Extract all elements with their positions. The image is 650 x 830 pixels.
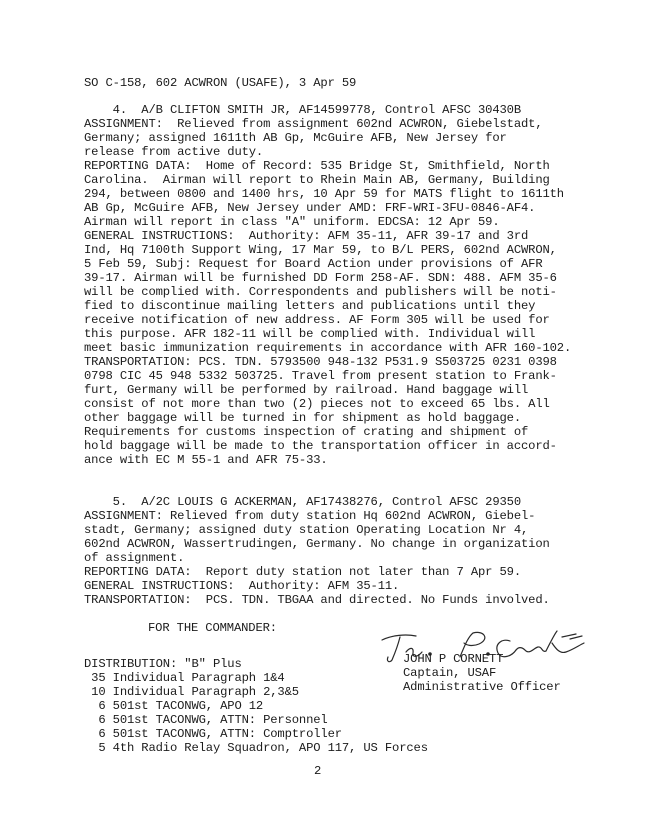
signer-rank: Captain, USAF [403,666,497,680]
order-header: SO C-158, 602 ACWRON (USAFE), 3 Apr 59 [84,76,357,90]
text-line: REPORTING DATA: Home of Record: 535 Bridge St, Smithfield, North [84,159,550,173]
text-line: stadt, Germany; assigned duty station Operating Location Nr 4, [84,523,529,537]
text-line: Germany; assigned 1611th AB Gp, McGuire AFB, New Jersey for [84,131,507,145]
distribution-heading: DISTRIBUTION: "B" Plus [84,657,242,671]
for-the-commander: FOR THE COMMANDER: [148,621,277,635]
distribution-item: 35 Individual Paragraph 1&4 [84,671,285,685]
text-line: TRANSPORTATION: PCS. TDN. TBGAA and directed. No Funds involved. [84,593,550,607]
text-line: Airman will report in class "A" uniform. EDCSA: 12 Apr 59. [84,215,500,229]
text-line: release from active duty. [84,145,264,159]
text-line: Ind, Hq 7100th Support Wing, 17 Mar 59, to B/L PERS, 602nd ACWRON, [84,243,557,257]
text-line: Carolina. Airman will report to Rhein Main AB, Germany, Building [84,173,550,187]
text-line: 602nd ACWRON, Wassertrudingen, Germany. No change in organization [84,537,550,551]
text-line: of assignment. [84,551,185,565]
text-line: ance with EC M 55-1 and AFR 75-33. [84,453,328,467]
text-line: hold baggage will be made to the transportation officer in accord- [84,439,557,453]
text-line: will be complied with. Correspondents and publishers will be noti- [84,285,557,299]
text-line: AB Gp, McGuire AFB, New Jersey under AMD: FRF-WRI-3FU-0846-AF4. [84,201,536,215]
distribution-item: 6 501st TACONWG, ATTN: Comptroller [84,727,342,741]
text-line: fied to discontinue mailing letters and publications until they [84,299,536,313]
text-line: Requirements for customs inspection of crating and shipment of [84,425,529,439]
distribution-item: 6 501st TACONWG, ATTN: Personnel [84,713,328,727]
text-line: receive notification of new address. AF Form 305 will be used for [84,313,550,327]
text-line: 39-17. Airman will be furnished DD Form 258-AF. SDN: 488. AFM 35-6 [84,271,557,285]
text-line: 5. A/2C LOUIS G ACKERMAN, AF17438276, Control AFSC 29350 [84,495,521,509]
text-line: TRANSPORTATION: PCS. TDN. 5793500 948-132 P531.9 S503725 0231 0398 [84,355,557,369]
text-line: other baggage will be turned in for shipment as hold baggage. [84,411,521,425]
text-line: 294, between 0800 and 1400 hrs, 10 Apr 59 for MATS flight to 1611th [84,187,564,201]
text-line: 5 Feb 59, Subj: Request for Board Action under provisions of AFR [84,257,543,271]
text-line: this purpose. AFR 182-11 will be complied with. Individual will [84,327,536,341]
signer-title: Administrative Officer [403,680,561,694]
distribution-item: 10 Individual Paragraph 2,3&5 [84,685,299,699]
text-line: ASSIGNMENT: Relieved from assignment 602nd ACWRON, Giebelstadt, [84,117,543,131]
page-number: 2 [314,764,322,778]
text-line: REPORTING DATA: Report duty station not later than 7 Apr 59. [84,565,521,579]
distribution-item: 6 501st TACONWG, APO 12 [84,699,264,713]
distribution-item: 5 4th Radio Relay Squadron, APO 117, US Forces [84,741,428,755]
text-line: ASSIGNMENT: Relieved from duty station Hq 602nd ACWRON, Giebel- [84,509,536,523]
text-line: furt, Germany will be performed by railroad. Hand baggage will [84,383,529,397]
text-line: 0798 CIC 45 948 5332 503725. Travel from present station to Frank- [84,369,557,383]
text-line: GENERAL INSTRUCTIONS: Authority: AFM 35-11. [84,579,400,593]
signer-name: JOHN P CORNETT [403,652,504,666]
text-line: consist of not more than two (2) pieces not to exceed 65 lbs. All [84,397,550,411]
text-line: meet basic immunization requirements in accordance with AFR 160-102. [84,341,572,355]
text-line: 4. A/B CLIFTON SMITH JR, AF14599778, Control AFSC 30430B [84,103,521,117]
text-line: GENERAL INSTRUCTIONS: Authority: AFM 35-11, AFR 39-17 and 3rd [84,229,529,243]
